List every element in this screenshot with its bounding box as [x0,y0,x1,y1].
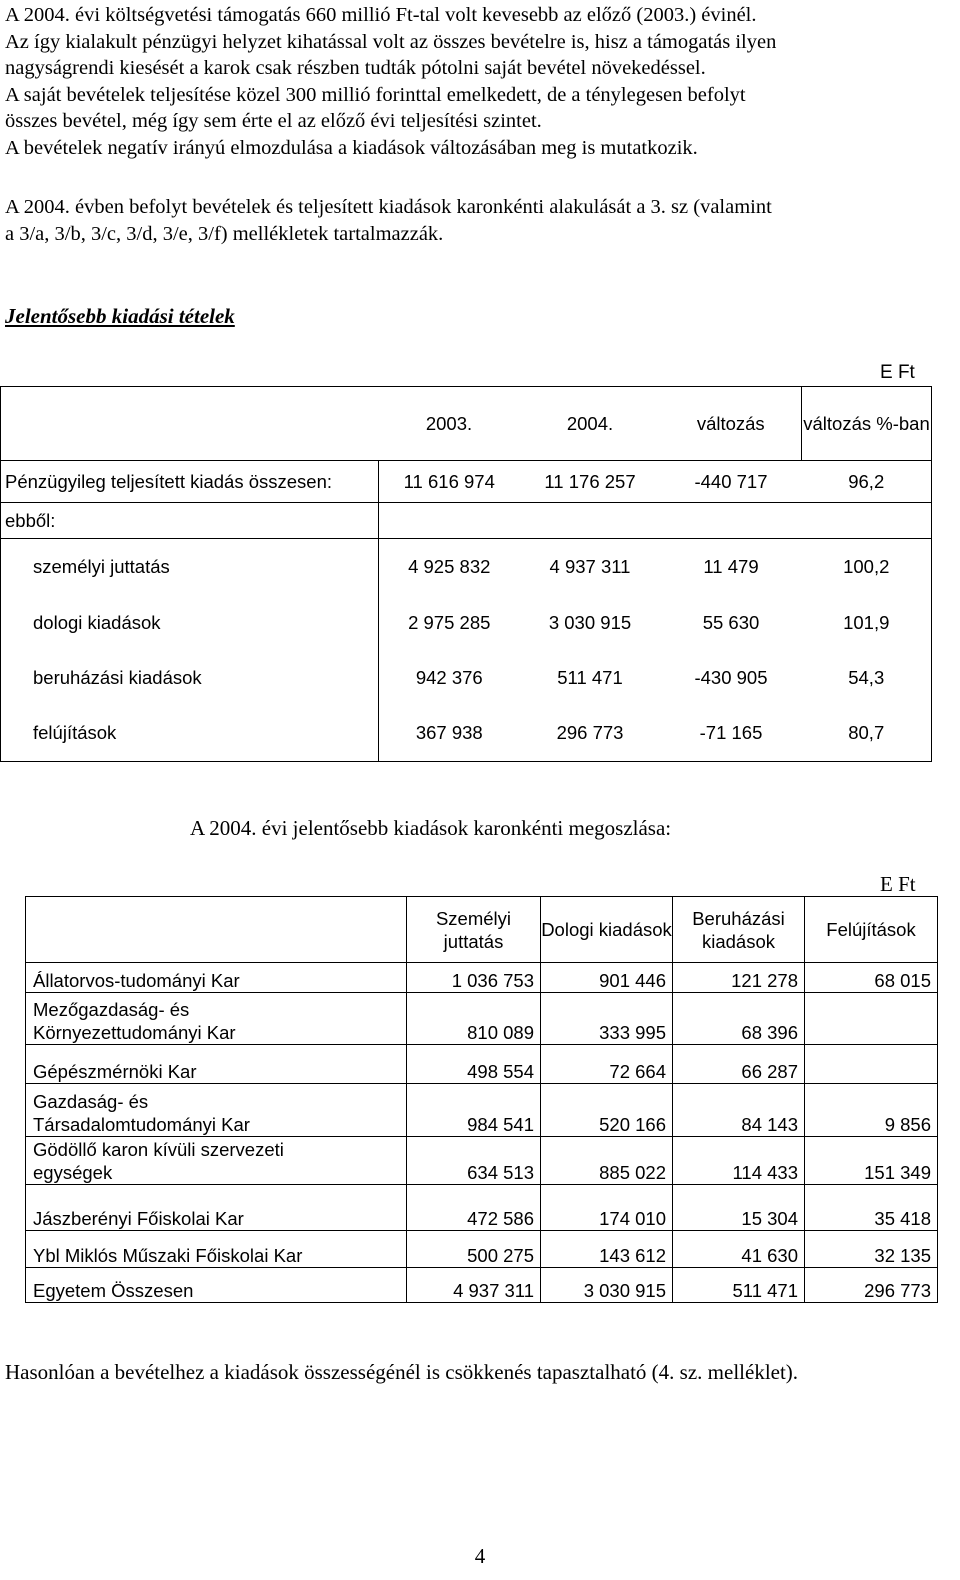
cell-value: 174 010 [541,1185,673,1231]
cell-value: 367 938 [379,706,520,762]
expense-summary-table [0,386,932,762]
cell-value: 498 554 [407,1045,541,1084]
header-2003: 2003. [379,387,520,461]
text-line: Az így kialakult pénzügyi helyzet kihatással volt az összes bevételre is, hisz a támogatás ilyen [5,30,777,53]
table-row [26,1185,938,1231]
cell-value [805,1045,938,1084]
cell-value: 984 541 [407,1084,541,1137]
cell-value: 54,3 [802,651,932,706]
cell-value: 3 030 915 [541,1268,673,1303]
cell-value: 3 030 915 [548,612,632,633]
cell-value: 55 630 [702,612,760,633]
row-label: felújítások [1,706,379,762]
text-line: A 2004. évben befolyt bevételek és teljesített kiadások karonkénti alakulását a 3. sz (valamint [5,196,772,218]
faculty-name: Mezőgazdaság- és Környezettudományi Kar [26,993,407,1045]
faculty-name: Gödöllő karon kívüli szervezeti egységek [26,1137,407,1185]
cell-value: 472 586 [407,1185,541,1231]
text-line: összes bevétel, még így sem érte el az előző évi teljesítési szintet. [5,110,542,132]
cell-value: 296 773 [520,706,661,762]
cell-value: -430 905 [694,667,768,688]
faculty-name: Gazdaság- és Társadalomtudományi Kar [26,1084,407,1137]
table-header-row [1,387,932,461]
section-title: Jelentősebb kiadási tételek [5,304,235,328]
header-change: változás [661,387,802,461]
header-material: Dologi kiadások [541,897,673,963]
cell-value: 1 036 753 [407,963,541,993]
table-row [26,963,938,993]
table-total-row [26,1268,938,1303]
faculty-name: Ybl Miklós Műszaki Főiskolai Kar [26,1231,407,1268]
faculty-distribution-caption: A 2004. évi jelentősebb kiadások karonkénti megoszlása: [190,816,672,840]
cell-value: 11 616 974 [379,461,520,503]
cell-value: 84 143 [673,1084,805,1137]
cell-value: 2 975 285 [408,612,491,633]
cell-value: 32 135 [805,1231,938,1268]
text-line: A 2004. évi költségvetési támogatás 660 millió Ft-tal volt kevesebb az előző (2003.) évinél. [5,4,757,26]
table-row [26,1137,938,1185]
page-number: 4 [474,1544,486,1568]
cell-value: 296 773 [805,1268,938,1303]
cell-value: 80,7 [802,706,932,762]
row-label: ebből: [1,503,379,539]
text-line: A bevételek negatív irányú elmozdulása a kiadások változásában meg is mutatkozik. [5,136,698,159]
cell-value: 333 995 [541,993,673,1045]
cell-value: 11 176 257 [520,461,661,503]
table-row [1,651,932,706]
row-label: személyi juttatás [1,539,379,596]
header-2004: 2004. [520,387,661,461]
cell-value: 151 349 [805,1137,938,1185]
header-renovation: Felújítások [805,897,938,963]
cell-value: 634 513 [407,1137,541,1185]
cell-value: 143 612 [541,1231,673,1268]
table2-unit: E Ft [880,872,916,896]
intro-paragraph [5,2,955,161]
cell-value: 942 376 [415,667,483,688]
cell-value: 72 664 [541,1045,673,1084]
faculty-name: Jászberényi Főiskolai Kar [26,1185,407,1231]
text-line: A saját bevételek teljesítése közel 300 millió forinttal emelkedett, de a ténylegesen befolyt [5,83,746,106]
cell-value: 4 937 311 [407,1268,541,1303]
cell-value: 511 471 [557,667,623,688]
cell-value: 96,2 [802,461,932,503]
table-row [1,706,932,762]
cell-value: 68 396 [673,993,805,1045]
row-label: dologi kiadások [1,596,379,651]
header-personnel: Személyi juttatás [407,897,541,963]
cell-value: 100,2 [802,539,932,596]
faculty-expense-table [25,896,938,1303]
text-line: nagyságrendi kiesését a karok csak részben tudták pótolni saját bevétel növekedéssel. [5,57,706,79]
cell-value: 901 446 [541,963,673,993]
faculty-name: Egyetem Összesen [26,1268,407,1303]
table-row [1,539,932,596]
cell-value: 41 630 [673,1231,805,1268]
cell-value: 68 015 [805,963,938,993]
header-change-pct: változás %-ban [802,387,932,461]
faculty-name: Állatorvos-tudományi Kar [26,963,407,993]
table-row [1,503,932,539]
header-investment: Beruházási kiadások [673,897,805,963]
table-row [1,461,932,503]
table-row [26,1231,938,1268]
cell-value: 511 471 [673,1268,805,1303]
cell-value: 4 937 311 [520,539,661,596]
table-row [26,1045,938,1084]
row-label: Pénzügyileg teljesített kiadás összesen: [1,461,379,503]
cell-value [805,993,938,1045]
cell-value: 500 275 [407,1231,541,1268]
cell-value: 11 479 [661,539,802,596]
table-row [26,1084,938,1137]
cell-value: -440 717 [661,461,802,503]
table-row [1,596,932,651]
cell-value: 9 856 [805,1084,938,1137]
cell-value: 114 433 [673,1137,805,1185]
cell-value: 15 304 [673,1185,805,1231]
cell-value: 121 278 [673,963,805,993]
cell-value: 885 022 [541,1137,673,1185]
cell-value: 66 287 [673,1045,805,1084]
table-header-row [26,897,938,963]
table1-unit: E Ft [880,362,915,383]
cell-value: 35 418 [805,1185,938,1231]
faculty-name: Gépészmérnöki Kar [26,1045,407,1084]
closing-paragraph: Hasonlóan a bevételhez a kiadások összességénél is csökkenés tapasztalható (4. sz. melléklet). [5,1360,799,1384]
cell-value: -71 165 [661,706,802,762]
cell-value: 810 089 [407,993,541,1045]
cell-value: 101,9 [802,596,932,651]
cell-value: 4 925 832 [379,539,520,596]
row-label: beruházási kiadások [1,651,379,706]
cell-value: 520 166 [541,1084,673,1137]
appendix-paragraph [5,194,955,247]
text-line: a 3/a, 3/b, 3/c, 3/d, 3/e, 3/f) mellékletek tartalmazzák. [5,222,444,245]
table-row [26,993,938,1045]
